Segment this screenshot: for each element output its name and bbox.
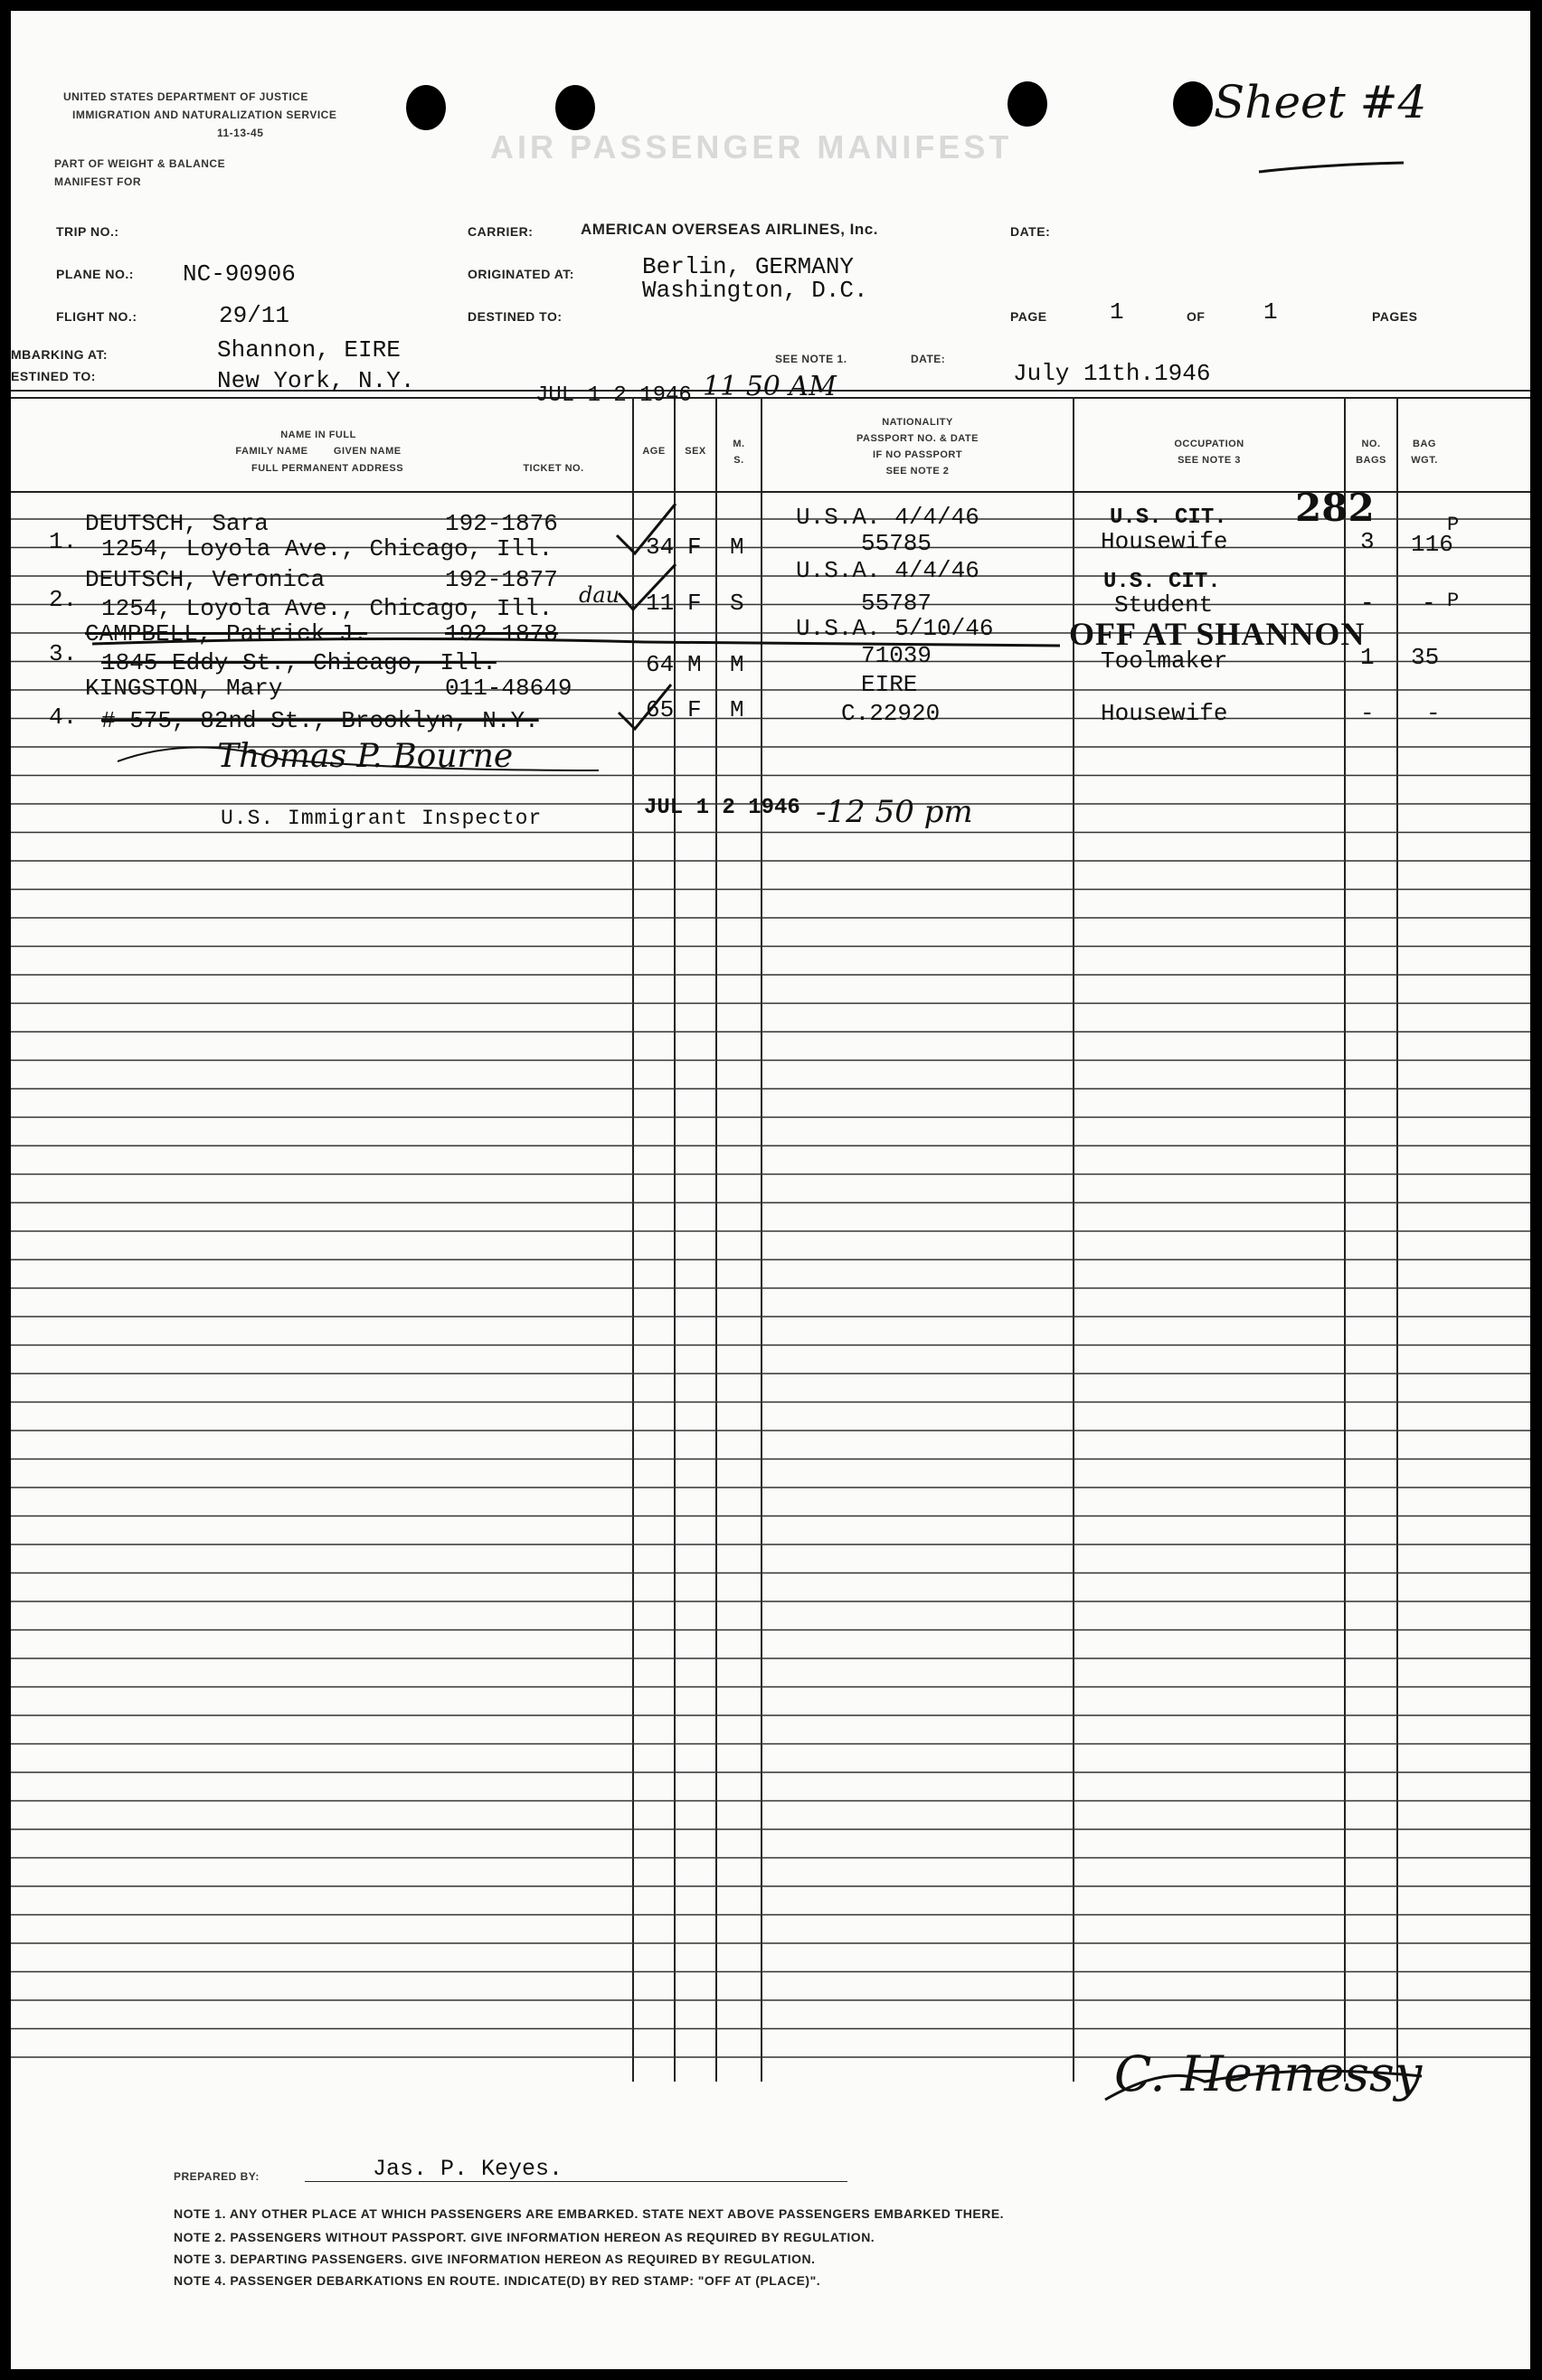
carrier-label: CARRIER: (468, 224, 534, 239)
flight-label: FLIGHT NO.: (56, 309, 137, 324)
agency-line4: PART OF WEIGHT & BALANCE (54, 157, 226, 170)
trip-label: TRIP NO.: (56, 224, 119, 239)
weight-note: P (1447, 514, 1460, 536)
passenger-ms: M (730, 696, 744, 723)
embarking-value: Shannon, EIRE (217, 336, 401, 364)
ticket-number: 192-1876 (445, 510, 558, 537)
passenger-address: 1254, Loyola Ave., Chicago, Ill. (101, 595, 553, 622)
occupation: Housewife (1101, 528, 1228, 555)
col-nat-line1: NATIONALITY (882, 417, 953, 428)
passenger-ms: S (730, 590, 744, 617)
destined-value: New York, N.Y. (217, 367, 415, 394)
carrier-value: AMERICAN OVERSEAS AIRLINES, Inc. (581, 221, 878, 238)
bags-weight: - (1426, 700, 1441, 727)
flight-value: 29/11 (219, 302, 290, 329)
col-name-line: NAME IN FULL (280, 430, 356, 440)
col-family-given-line (147, 443, 490, 459)
inspector-signature: Thomas P. Bourne (217, 738, 514, 775)
agency-line2: IMMIGRATION AND NATURALIZATION SERVICE (72, 109, 337, 121)
destined-label: ESTINED TO: (11, 369, 96, 383)
passport-nationality: U.S.A. 4/4/46 (796, 504, 979, 531)
inspector-label: U.S. Immigrant Inspector (221, 807, 543, 830)
punch-hole (1008, 81, 1047, 127)
col-nationality (762, 414, 1074, 479)
destined-to-value: Washington, D.C. (642, 277, 868, 304)
col-wt-line1: BAG (1413, 439, 1436, 449)
page-label: PAGE (1010, 309, 1047, 324)
officer-signature: C. Hennessy (1114, 2045, 1423, 2102)
total-weight: 282 (1295, 486, 1375, 530)
passport-number: C.22920 (841, 700, 941, 727)
note-3: NOTE 3. DEPARTING PASSENGERS. GIVE INFORMATION HEREON AS REQUIRED BY REGULATION. (174, 2252, 816, 2266)
date2-value: July 11th.1946 (1013, 360, 1211, 387)
pages-label: PAGES (1372, 309, 1418, 324)
arrival-stamp: JUL 1 2 1946 (535, 383, 692, 408)
col-name-heading (147, 427, 490, 459)
col-wt-line2: WGT. (1411, 455, 1438, 466)
dau-annotation: dau (579, 582, 620, 608)
col-nat-line2: PASSPORT NO. & DATE (856, 433, 979, 444)
col-nat-line3: IF NO PASSPORT (872, 449, 963, 460)
note-2: NOTE 2. PASSENGERS WITHOUT PASSPORT. GIVE INFORMATION HEREON AS REQUIRED BY REGULATION. (174, 2230, 875, 2244)
passenger-name: DEUTSCH, Veronica (85, 566, 326, 593)
passenger-name: KINGSTON, Mary (85, 675, 283, 702)
inspection-time: -12 50 pm (816, 794, 973, 830)
passenger-address: 1845 Eddy St., Chicago, Ill. (101, 649, 497, 676)
col-ms (716, 436, 762, 468)
citizenship-note: U.S. CIT. (1103, 570, 1221, 594)
note-4: NOTE 4. PASSENGER DEBARKATIONS EN ROUTE. INDICATE(D) BY RED STAMP: "OFF AT (PLACE)". (174, 2273, 821, 2288)
col-bags-line2: BAGS (1356, 455, 1386, 466)
row-number: 3. (49, 640, 78, 667)
row-number: 1. (49, 528, 78, 555)
prepared-label: PREPARED BY: (174, 2170, 260, 2183)
ticket-number: 192-1878 (445, 620, 558, 647)
passenger-name: CAMPBELL, Patrick J. (85, 620, 368, 647)
of-label: OF (1187, 309, 1206, 324)
passenger-ms: M (730, 534, 744, 561)
col-ticket: TICKET NO. (523, 463, 584, 474)
bags-weight: - (1422, 590, 1436, 617)
bags-count: 3 (1360, 528, 1375, 555)
passenger-age: 64 (646, 651, 675, 678)
ticket-number: 011-48649 (445, 675, 572, 702)
form-title: AIR PASSENGER MANIFEST (490, 128, 1013, 165)
bags-count: - (1360, 700, 1375, 727)
citizenship-note: U.S. CIT. (1110, 505, 1227, 530)
col-occupation (1074, 436, 1345, 468)
ticket-number: 192-1877 (445, 566, 558, 593)
passenger-address: # 575, 82nd St., Brooklyn, N.Y. (101, 707, 539, 734)
col-sex: SEX (685, 446, 706, 457)
row-number: 2. (49, 586, 78, 613)
passenger-ms: M (730, 651, 744, 678)
weight-note: P (1447, 590, 1460, 612)
bags-weight: 35 (1411, 644, 1440, 671)
passenger-age: 34 (646, 534, 675, 561)
see-note-label: SEE NOTE 1. (775, 353, 847, 365)
passport-nationality: U.S.A. 4/4/46 (796, 557, 979, 584)
originated-value: Berlin, GERMANY (642, 253, 855, 280)
col-ms-s: S. (733, 455, 744, 466)
destined-to-label: DESTINED TO: (468, 309, 563, 324)
agency-line5: MANIFEST FOR (54, 175, 141, 188)
off-at-shannon-stamp: OFF AT SHANNON (1069, 616, 1366, 652)
occupation: Toolmaker (1101, 647, 1228, 675)
passenger-sex: F (687, 696, 702, 723)
bags-count: 1 (1360, 644, 1375, 671)
passenger-address: 1254, Loyola Ave., Chicago, Ill. (101, 535, 553, 562)
bags-count: - (1360, 590, 1375, 617)
plane-value: NC-90906 (183, 260, 296, 288)
punch-hole (406, 85, 446, 130)
plane-label: PLANE NO.: (56, 267, 134, 281)
passenger-age: 11 (646, 590, 675, 617)
manifest-grid (11, 11, 1530, 2369)
col-ms-m: M. (733, 439, 745, 449)
bags-weight: 116 (1411, 531, 1453, 558)
col-occ-line2: SEE NOTE 3 (1178, 455, 1241, 466)
of-value: 1 (1263, 298, 1278, 326)
col-bags-line1: NO. (1361, 439, 1381, 449)
col-bags (1345, 436, 1397, 468)
passenger-sex: F (687, 534, 702, 561)
col-given: GIVEN NAME (333, 446, 402, 457)
passport-number: 55785 (861, 530, 932, 557)
occupation: Student (1114, 591, 1214, 619)
passenger-sex: F (687, 590, 702, 617)
date-label: DATE: (1010, 224, 1051, 239)
punch-hole (1173, 81, 1213, 127)
col-weight (1397, 436, 1452, 468)
agency-line1: UNITED STATES DEPARTMENT OF JUSTICE (63, 90, 308, 103)
prepared-value: Jas. P. Keyes. (373, 2156, 563, 2182)
inspection-stamp: JUL 1 2 1946 (644, 796, 800, 820)
manifest-page (11, 11, 1530, 2369)
originated-label: ORIGINATED AT: (468, 267, 574, 281)
note-1: NOTE 1. ANY OTHER PLACE AT WHICH PASSENGERS ARE EMBARKED. STATE NEXT ABOVE PASSENGERS EMBARKED THERE. (174, 2206, 1005, 2221)
sheet-annotation: Sheet #4 (1214, 76, 1427, 128)
col-nat-line4: SEE NOTE 2 (885, 466, 950, 477)
col-family: FAMILY NAME (235, 446, 308, 457)
passport-number: 55787 (861, 590, 932, 617)
arrival-time: 11 50 AM (703, 371, 837, 402)
agency-line3: 11-13-45 (217, 127, 264, 139)
passport-nationality: EIRE (861, 671, 918, 698)
passenger-name: DEUTSCH, Sara (85, 510, 269, 537)
occupation: Housewife (1101, 700, 1228, 727)
passenger-age: 65 (646, 696, 675, 723)
col-address: FULL PERMANENT ADDRESS (251, 463, 404, 474)
passport-number: 71039 (861, 642, 932, 669)
passenger-sex: M (687, 651, 702, 678)
date2-label: DATE: (911, 353, 946, 365)
passport-nationality: U.S.A. 5/10/46 (796, 615, 994, 642)
embarking-label: MBARKING AT: (11, 347, 109, 362)
col-occ-line1: OCCUPATION (1174, 439, 1244, 449)
page-value: 1 (1110, 298, 1124, 326)
col-age: AGE (642, 446, 666, 457)
row-number: 4. (49, 704, 78, 731)
punch-hole (555, 85, 595, 130)
